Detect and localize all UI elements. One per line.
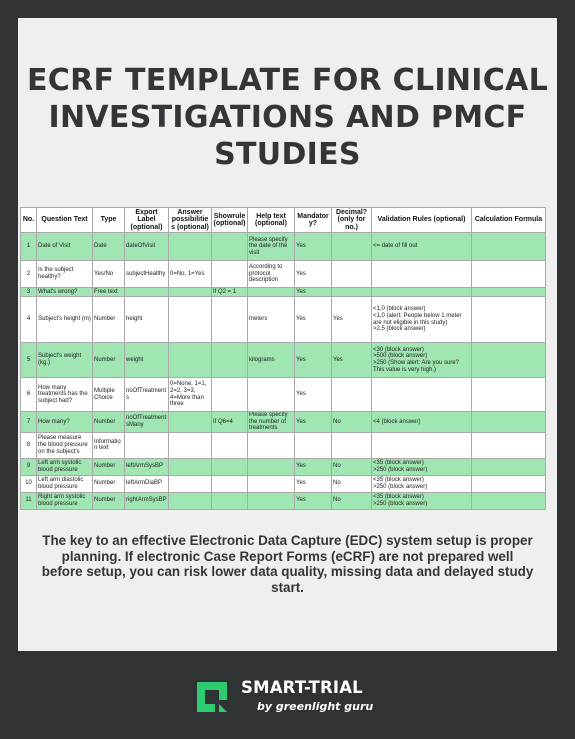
table-cell: Yes	[295, 261, 332, 288]
table-cell: 8	[21, 432, 37, 458]
table-cell: noOfTreatments	[125, 378, 169, 412]
table-cell	[212, 261, 248, 288]
column-header: No.	[21, 208, 37, 233]
table-cell	[169, 288, 212, 297]
table-cell: Left arm systolic blood pressure	[37, 458, 93, 475]
table-cell	[332, 378, 372, 412]
table-cell: If Q6=4	[212, 412, 248, 433]
table-row	[21, 412, 546, 433]
table-cell: leftArmSysBP	[125, 458, 169, 475]
table-cell: Yes	[295, 492, 332, 509]
table-cell	[332, 261, 372, 288]
table-cell	[472, 261, 546, 288]
cover-card	[18, 18, 557, 651]
table-cell: 6	[21, 378, 37, 412]
table-row	[21, 233, 546, 261]
table-row	[21, 343, 546, 378]
table-cell	[372, 288, 472, 297]
table-header-row	[21, 208, 546, 233]
table-cell: Yes	[332, 343, 372, 378]
table-cell	[212, 492, 248, 509]
table-cell: No	[332, 458, 372, 475]
table-cell: 5	[21, 343, 37, 378]
table-row	[21, 492, 546, 509]
table-cell: Please specify the number of treatments	[248, 412, 295, 433]
table-row	[21, 261, 546, 288]
table-row	[21, 475, 546, 492]
table-cell: How many treatments has the subject had?	[37, 378, 93, 412]
table-cell: Yes	[295, 288, 332, 297]
brand-tagline: by greenlight guru	[257, 700, 374, 713]
table-cell: 3	[21, 288, 37, 297]
table-cell: kilograms	[248, 343, 295, 378]
column-header: Answer possibilities (optional)	[169, 208, 212, 233]
table-cell	[248, 378, 295, 412]
table-cell: Number	[93, 458, 125, 475]
table-cell: leftArmDiaBP	[125, 475, 169, 492]
table-cell	[169, 412, 212, 433]
table-cell	[295, 432, 332, 458]
table-row	[21, 458, 546, 475]
table-cell	[212, 343, 248, 378]
table-row	[21, 297, 546, 343]
table-cell: 2	[21, 261, 37, 288]
table-cell: Is the subject healthy?	[37, 261, 93, 288]
table-cell: How many?	[37, 412, 93, 433]
table-cell	[212, 233, 248, 261]
table-cell	[248, 475, 295, 492]
table-cell: <1,0 (block answer) <1,0 (alert: People below 1 meter are not eligible in this study) >2,5 (block answer)	[372, 297, 472, 343]
table-cell	[169, 432, 212, 458]
table-cell: 7	[21, 412, 37, 433]
table-cell: No	[332, 412, 372, 433]
table-cell: Yes/No	[93, 261, 125, 288]
table-cell: 1	[21, 233, 37, 261]
table-cell	[332, 233, 372, 261]
table-cell: Yes	[295, 412, 332, 433]
table-cell: Number	[93, 412, 125, 433]
table-cell: Number	[93, 297, 125, 343]
table-cell: 4	[21, 297, 37, 343]
table-cell: Yes	[295, 233, 332, 261]
table-cell: subjectHealthy	[125, 261, 169, 288]
table-cell	[472, 412, 546, 433]
table-row	[21, 288, 546, 297]
table-cell	[472, 378, 546, 412]
table-cell	[212, 297, 248, 343]
table-cell: 10	[21, 475, 37, 492]
table-cell: 0=No, 1=Yes	[169, 261, 212, 288]
table-cell: According to protocol description	[248, 261, 295, 288]
table-cell: Yes	[295, 475, 332, 492]
intro-paragraph: The key to an effective Electronic Data Capture (EDC) system setup is proper planning. If electronic Case Report Forms (eCRF) are not prepared well before setup, you can risk lower data quality, missing data and delayed study start.	[41, 533, 534, 595]
table-cell: dateOfVisit	[125, 233, 169, 261]
table-cell: Yes	[295, 458, 332, 475]
table-cell: Subject's weight (kg.)	[37, 343, 93, 378]
table-cell	[472, 288, 546, 297]
ecrf-table	[20, 207, 546, 510]
table-cell	[332, 432, 372, 458]
table-cell: No	[332, 492, 372, 509]
table-row	[21, 378, 546, 412]
table-cell: Multiple Choice	[93, 378, 125, 412]
column-header: Showrule (optional)	[212, 208, 248, 233]
table-cell: Subject's height (m)	[37, 297, 93, 343]
column-header: Validation Rules (optional)	[372, 208, 472, 233]
table-cell: <30 (block answer) >500 (block answer) >250 (Show alert: Are you sure? This value is very high.)	[372, 343, 472, 378]
table-cell: 0=None, 1=1, 2=2, 3=3, 4=More than three	[169, 378, 212, 412]
table-cell: No	[332, 475, 372, 492]
table-cell	[125, 288, 169, 297]
table-cell	[212, 475, 248, 492]
table-cell: Free text	[93, 288, 125, 297]
ecrf-table-image	[20, 207, 545, 510]
table-cell	[169, 297, 212, 343]
table-cell: rightArmSysBP	[125, 492, 169, 509]
table-cell	[372, 432, 472, 458]
table-cell: Left arm diastolic blood pressure	[37, 475, 93, 492]
smart-trial-logo-icon	[193, 678, 231, 716]
table-cell: <35 (block answer) >250 (block answer)	[372, 492, 472, 509]
table-cell: What's wrong?	[37, 288, 93, 297]
column-header: Type	[93, 208, 125, 233]
table-cell: If Q2 = 1	[212, 288, 248, 297]
table-cell	[248, 492, 295, 509]
table-cell	[372, 378, 472, 412]
table-cell	[472, 432, 546, 458]
table-cell	[248, 432, 295, 458]
table-row	[21, 432, 546, 458]
table-cell	[248, 288, 295, 297]
table-cell: Right arm systolic blood pressure	[37, 492, 93, 509]
brand-logo	[193, 675, 393, 719]
column-header: Help text (optional)	[248, 208, 295, 233]
table-cell: Yes	[295, 343, 332, 378]
table-cell: Information text	[93, 432, 125, 458]
table-cell	[169, 492, 212, 509]
table-cell: Please measure the blood pressure on the subject's	[37, 432, 93, 458]
table-cell: <= date of fill out	[372, 233, 472, 261]
table-cell	[472, 297, 546, 343]
table-cell: noOfTreatmentsMany	[125, 412, 169, 433]
table-cell	[212, 458, 248, 475]
table-cell: <35 (block answer) >250 (block answer)	[372, 475, 472, 492]
table-cell: Number	[93, 475, 125, 492]
table-cell	[169, 458, 212, 475]
table-cell: Number	[93, 492, 125, 509]
table-cell: height	[125, 297, 169, 343]
table-cell	[472, 492, 546, 509]
brand-name: SMART-TRIAL	[241, 678, 363, 697]
page-title: ECRF TEMPLATE FOR CLINICAL INVESTIGATIONS AND PMCF STUDIES	[26, 63, 548, 172]
table-cell: Please specify the date of the visit	[248, 233, 295, 261]
table-cell: meters	[248, 297, 295, 343]
table-cell	[332, 288, 372, 297]
table-cell	[248, 458, 295, 475]
table-cell: Number	[93, 343, 125, 378]
column-header: Export Label (optional)	[125, 208, 169, 233]
table-cell	[472, 458, 546, 475]
table-cell: Date of Visit	[37, 233, 93, 261]
table-cell	[125, 432, 169, 458]
table-cell	[472, 233, 546, 261]
table-cell: <4 (block answer)	[372, 412, 472, 433]
table-cell: Yes	[295, 378, 332, 412]
table-cell	[472, 475, 546, 492]
table-cell	[169, 343, 212, 378]
table-cell: Date	[93, 233, 125, 261]
table-cell	[169, 475, 212, 492]
table-cell: <35 (block answer) >250 (block answer)	[372, 458, 472, 475]
table-cell: weight	[125, 343, 169, 378]
table-cell	[372, 261, 472, 288]
table-cell: 11	[21, 492, 37, 509]
column-header: Calculation Formula	[472, 208, 546, 233]
table-cell: 9	[21, 458, 37, 475]
column-header: Decimal? (only for no.)	[332, 208, 372, 233]
column-header: Mandatory?	[295, 208, 332, 233]
column-header: Question Text	[37, 208, 93, 233]
table-cell	[472, 343, 546, 378]
table-cell	[169, 233, 212, 261]
table-cell: Yes	[332, 297, 372, 343]
table-cell	[212, 432, 248, 458]
table-cell: Yes	[295, 297, 332, 343]
table-cell	[212, 378, 248, 412]
